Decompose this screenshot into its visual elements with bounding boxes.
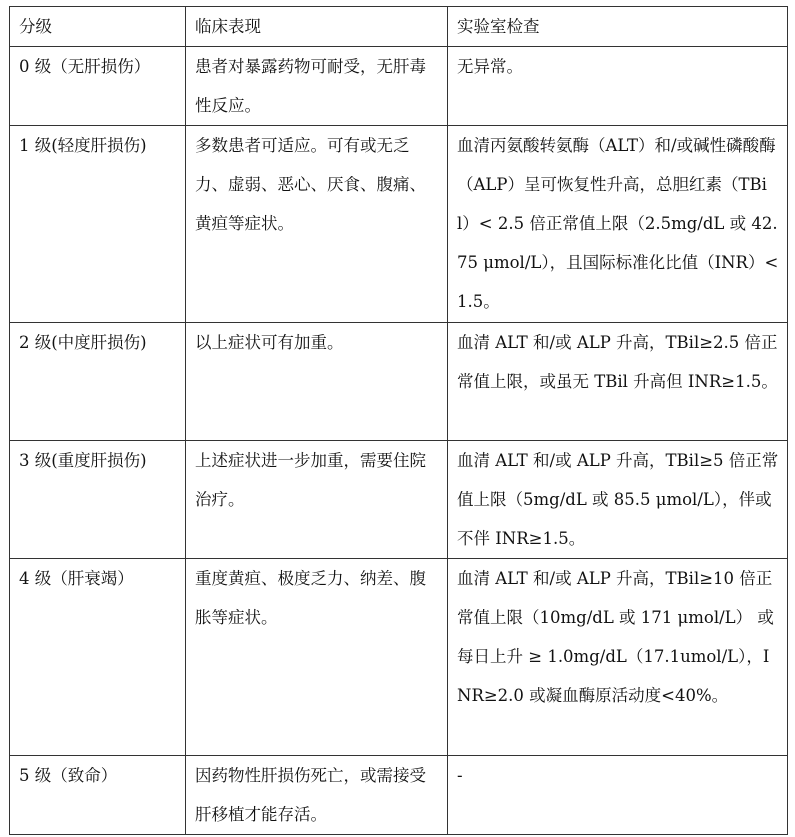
table-row [10,323,788,441]
grade-cell: 4 级（肝衰竭） [10,559,186,756]
lab-cell: - [448,756,788,835]
clinical-cell: 以上症状可有加重。 [186,323,448,441]
grade-cell: 0 级（无肝损伤） [10,47,186,126]
grading-table-container [9,6,787,835]
clinical-cell: 上述症状进一步加重，需要住院治疗。 [186,441,448,559]
header-grade: 分级 [10,7,186,47]
grade-cell: 1 级(轻度肝损伤) [10,126,186,323]
table-header-row [10,7,788,47]
table-row [10,126,788,323]
liver-injury-grading-table [9,6,788,835]
lab-cell: 血清 ALT 和/或 ALP 升高，TBil≥2.5 倍正常值上限，或虽无 TBil 升高但 INR≥1.5。 [448,323,788,441]
lab-cell: 血清 ALT 和/或 ALP 升高，TBil≥10 倍正常值上限（10mg/dL 或 171 μmol/L） 或每日上升 ≥ 1.0mg/dL（17.1umol/L），INR≥2.0 或凝血酶原活动度<40%。 [448,559,788,756]
header-clinical: 临床表现 [186,7,448,47]
table-row [10,441,788,559]
grade-cell: 2 级(中度肝损伤) [10,323,186,441]
clinical-cell: 因药物性肝损伤死亡，或需接受肝移植才能存活。 [186,756,448,835]
lab-cell: 血清丙氨酸转氨酶（ALT）和/或碱性磷酸酶（ALP）呈可恢复性升高，总胆红素（TBil）< 2.5 倍正常值上限（2.5mg/dL 或 42.75 μmol/L），且国际标准化比值（INR）<1.5。 [448,126,788,323]
clinical-cell: 多数患者可适应。可有或无乏力、虚弱、恶心、厌食、腹痛、黄疸等症状。 [186,126,448,323]
lab-cell: 无异常。 [448,47,788,126]
table-row [10,756,788,835]
grade-cell: 5 级（致命） [10,756,186,835]
clinical-cell: 重度黄疸、极度乏力、纳差、腹胀等症状。 [186,559,448,756]
table-row [10,559,788,756]
grade-cell: 3 级(重度肝损伤) [10,441,186,559]
header-lab: 实验室检查 [448,7,788,47]
clinical-cell: 患者对暴露药物可耐受，无肝毒性反应。 [186,47,448,126]
table-row [10,47,788,126]
lab-cell: 血清 ALT 和/或 ALP 升高，TBil≥5 倍正常值上限（5mg/dL 或 85.5 μmol/L），伴或不伴 INR≥1.5。 [448,441,788,559]
